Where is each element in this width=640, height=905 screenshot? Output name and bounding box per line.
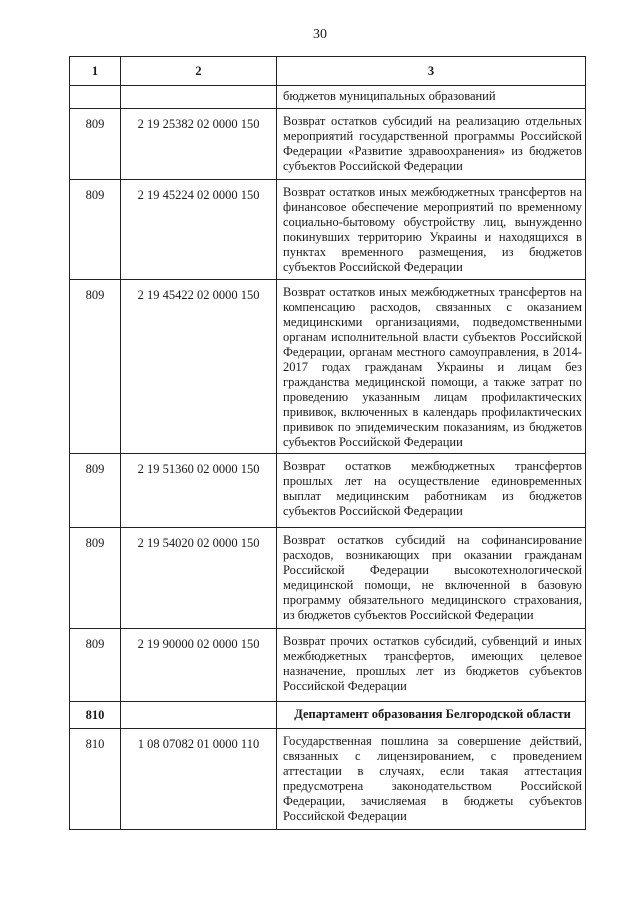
table-row xyxy=(70,86,586,109)
description-cell: Возврат остатков иных межбюджетных трансфертов на финансовое обеспечение мероприятий по временному социально-бытовому обустройству лиц, вынужденно покинувших территорию Украины и находящихся в пунктах временного размещения, из бюджетов субъектов Российской Федерации xyxy=(277,180,586,280)
budget-code-cell xyxy=(121,86,277,109)
department-row xyxy=(70,702,586,729)
budget-code-cell: 2 19 45422 02 0000 150 xyxy=(121,280,277,454)
budget-code-cell: 2 19 51360 02 0000 150 xyxy=(121,454,277,528)
budget-code-cell: 2 19 45224 02 0000 150 xyxy=(121,180,277,280)
budget-code-cell xyxy=(121,702,277,729)
description-cell: Возврат остатков субсидий на реализацию отдельных мероприятий государственной программы Российской Федерации «Развитие здравоохранения» из бюджетов субъектов Российской Федерации xyxy=(277,109,586,180)
column-header-2: 2 xyxy=(121,57,277,86)
budget-codes-table xyxy=(69,56,586,830)
table-row xyxy=(70,180,586,280)
admin-code-cell: 809 xyxy=(70,528,121,629)
description-cell: Возврат остатков субсидий на софинансирование расходов, возникающих при оказании гражданам Российской Федерации высокотехнологической медицинской помощи, не включенной в базовую программу обязательного медицинского страхования, из бюджетов субъектов Российской Федерации xyxy=(277,528,586,629)
description-cell: бюджетов муниципальных образований xyxy=(277,86,586,109)
admin-code-cell: 810 xyxy=(70,729,121,830)
description-cell: Возврат остатков межбюджетных трансфертов прошлых лет на осуществление единовременных выплат медицинским работникам из бюджетов субъектов Российской Федерации xyxy=(277,454,586,528)
table-row xyxy=(70,629,586,702)
admin-code-cell: 809 xyxy=(70,180,121,280)
page-number: 30 xyxy=(313,27,327,42)
admin-code-cell: 809 xyxy=(70,109,121,180)
description-cell: Возврат остатков иных межбюджетных трансфертов на компенсацию расходов, связанных с оказанием медицинскими организациями, подведомственными органам исполнительной власти субъектов Российской Федерации, органам местного самоуправления, в 2014-2017 годах гражданам Украины и лицам без гражданства медицинской помощи, а также затрат по проведению указанным лицам профилактических прививок, включенных в календарь профилактических прививок по эпидемическим показаниям, из бюджетов субъектов Российской Федерации xyxy=(277,280,586,454)
table-row xyxy=(70,109,586,180)
table-row xyxy=(70,729,586,830)
table-row xyxy=(70,454,586,528)
admin-code-cell: 809 xyxy=(70,454,121,528)
department-title-cell: Департамент образования Белгородской области xyxy=(277,702,586,729)
table-row xyxy=(70,280,586,454)
admin-code-cell: 809 xyxy=(70,280,121,454)
table-row xyxy=(70,528,586,629)
column-header-1: 1 xyxy=(70,57,121,86)
budget-code-cell: 1 08 07082 01 0000 110 xyxy=(121,729,277,830)
budget-code-cell: 2 19 54020 02 0000 150 xyxy=(121,528,277,629)
admin-code-cell: 809 xyxy=(70,629,121,702)
admin-code-cell xyxy=(70,86,121,109)
column-header-3: 3 xyxy=(277,57,586,86)
admin-code-cell: 810 xyxy=(70,702,121,729)
budget-code-cell: 2 19 25382 02 0000 150 xyxy=(121,109,277,180)
table-header-row xyxy=(70,57,586,86)
description-cell: Возврат прочих остатков субсидий, субвенций и иных межбюджетных трансфертов, имеющих целевое назначение, прошлых лет из бюджетов субъектов Российской Федерации xyxy=(277,629,586,702)
description-cell: Государственная пошлина за совершение действий, связанных с лицензированием, с проведением аттестации в случаях, если такая аттестация предусмотрена законодательством Российской Федерации, зачисляемая в бюджеты субъектов Российской Федерации xyxy=(277,729,586,830)
budget-code-cell: 2 19 90000 02 0000 150 xyxy=(121,629,277,702)
